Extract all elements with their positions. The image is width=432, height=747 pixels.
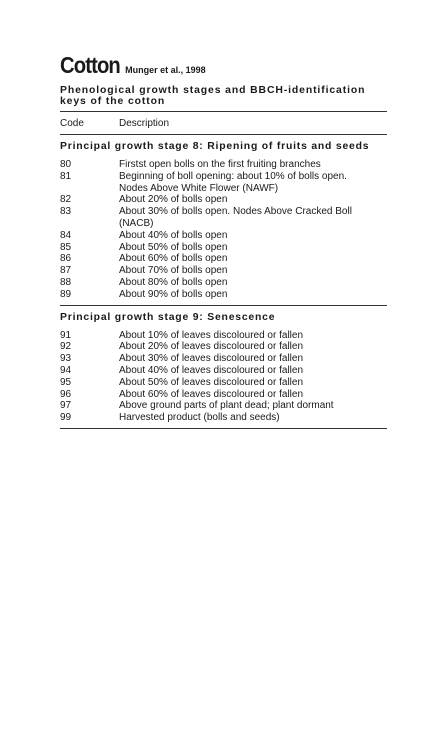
table-header bbox=[60, 112, 387, 134]
code-cell: 81 bbox=[60, 170, 72, 182]
code-cell bbox=[60, 183, 119, 195]
stages-container bbox=[60, 141, 387, 429]
table-row bbox=[60, 353, 387, 365]
code-cell: 84 bbox=[60, 229, 72, 241]
table-row bbox=[60, 341, 387, 353]
table-row bbox=[60, 183, 387, 195]
code-column-header: Code bbox=[60, 117, 84, 129]
code-cell: 95 bbox=[60, 376, 72, 388]
document-page bbox=[60, 52, 387, 429]
description-cell: About 90% of bolls open bbox=[119, 288, 228, 300]
divider bbox=[60, 305, 387, 306]
description-cell: About 60% of bolls open bbox=[119, 253, 228, 265]
table-row bbox=[60, 412, 387, 424]
reference-citation: Munger et al., 1998 bbox=[125, 65, 206, 75]
description-cell: About 70% of bolls open bbox=[119, 265, 228, 277]
description-cell: About 30% of leaves discoloured or fallen bbox=[119, 353, 304, 365]
description-cell: Nodes Above White Flower (NAWF) bbox=[119, 182, 279, 194]
description-cell: About 20% of leaves discoloured or fallen bbox=[119, 341, 304, 353]
code-cell: 97 bbox=[60, 400, 72, 412]
stage-section bbox=[60, 141, 387, 305]
code-cell: 96 bbox=[60, 388, 72, 400]
table-row bbox=[60, 242, 387, 254]
code-cell: 92 bbox=[60, 341, 72, 353]
divider bbox=[60, 428, 387, 429]
table-row bbox=[60, 230, 387, 242]
table-row bbox=[60, 159, 387, 171]
code-cell: 93 bbox=[60, 353, 72, 365]
description-cell: About 60% of leaves discoloured or fallen bbox=[119, 388, 304, 400]
table-row bbox=[60, 277, 387, 289]
code-cell: 85 bbox=[60, 241, 72, 253]
description-cell: About 50% of leaves discoloured or fallen bbox=[119, 376, 304, 388]
description-column-header: Description bbox=[119, 117, 170, 129]
stage-title: Principal growth stage 8: Ripening of fruits and seeds bbox=[60, 141, 370, 152]
title-row bbox=[60, 52, 387, 79]
description-cell: Beginning of boll opening: about 10% of bolls open. bbox=[119, 170, 347, 182]
table-row bbox=[60, 206, 387, 230]
divider bbox=[60, 134, 387, 135]
stage-title: Principal growth stage 9: Senescence bbox=[60, 311, 276, 323]
description-cell: About 30% of bolls open. Nodes Above Cracked Boll (NACB) bbox=[119, 206, 352, 229]
table-row bbox=[60, 194, 387, 206]
description-cell: About 10% of leaves discoloured or fallen bbox=[119, 329, 304, 341]
description-cell: About 20% of bolls open bbox=[119, 194, 228, 206]
page-subtitle: Phenological growth stages and BBCH-identification keys of the cotton bbox=[60, 85, 366, 107]
code-cell: 88 bbox=[60, 276, 72, 288]
code-cell: 80 bbox=[60, 159, 72, 170]
description-cell: Firstst open bolls on the first fruiting branches bbox=[119, 159, 321, 170]
code-cell: 87 bbox=[60, 265, 72, 277]
table-row bbox=[60, 289, 387, 301]
code-cell: 86 bbox=[60, 253, 72, 265]
code-cell: 99 bbox=[60, 412, 72, 424]
code-cell: 91 bbox=[60, 329, 72, 341]
code-cell: 94 bbox=[60, 364, 72, 376]
table-row bbox=[60, 400, 387, 412]
stage-section bbox=[60, 312, 387, 428]
table-row bbox=[60, 171, 387, 183]
table-row bbox=[60, 389, 387, 401]
description-cell: About 40% of leaves discoloured or fallen bbox=[119, 364, 304, 376]
table-row bbox=[60, 365, 387, 377]
table-row bbox=[60, 253, 387, 265]
code-cell: 89 bbox=[60, 288, 72, 300]
description-cell: About 50% of bolls open bbox=[119, 241, 228, 253]
table-row bbox=[60, 265, 387, 277]
code-cell: 82 bbox=[60, 194, 72, 206]
table-row bbox=[60, 377, 387, 389]
description-cell: Above ground parts of plant dead; plant dormant bbox=[119, 400, 334, 412]
code-cell: 83 bbox=[60, 206, 72, 218]
description-cell: Harvested product (bolls and seeds) bbox=[119, 412, 280, 424]
page-title: Cotton bbox=[60, 52, 120, 78]
description-cell: About 40% of bolls open bbox=[119, 229, 228, 241]
table-row bbox=[60, 330, 387, 342]
description-cell: About 80% of bolls open bbox=[119, 276, 228, 288]
